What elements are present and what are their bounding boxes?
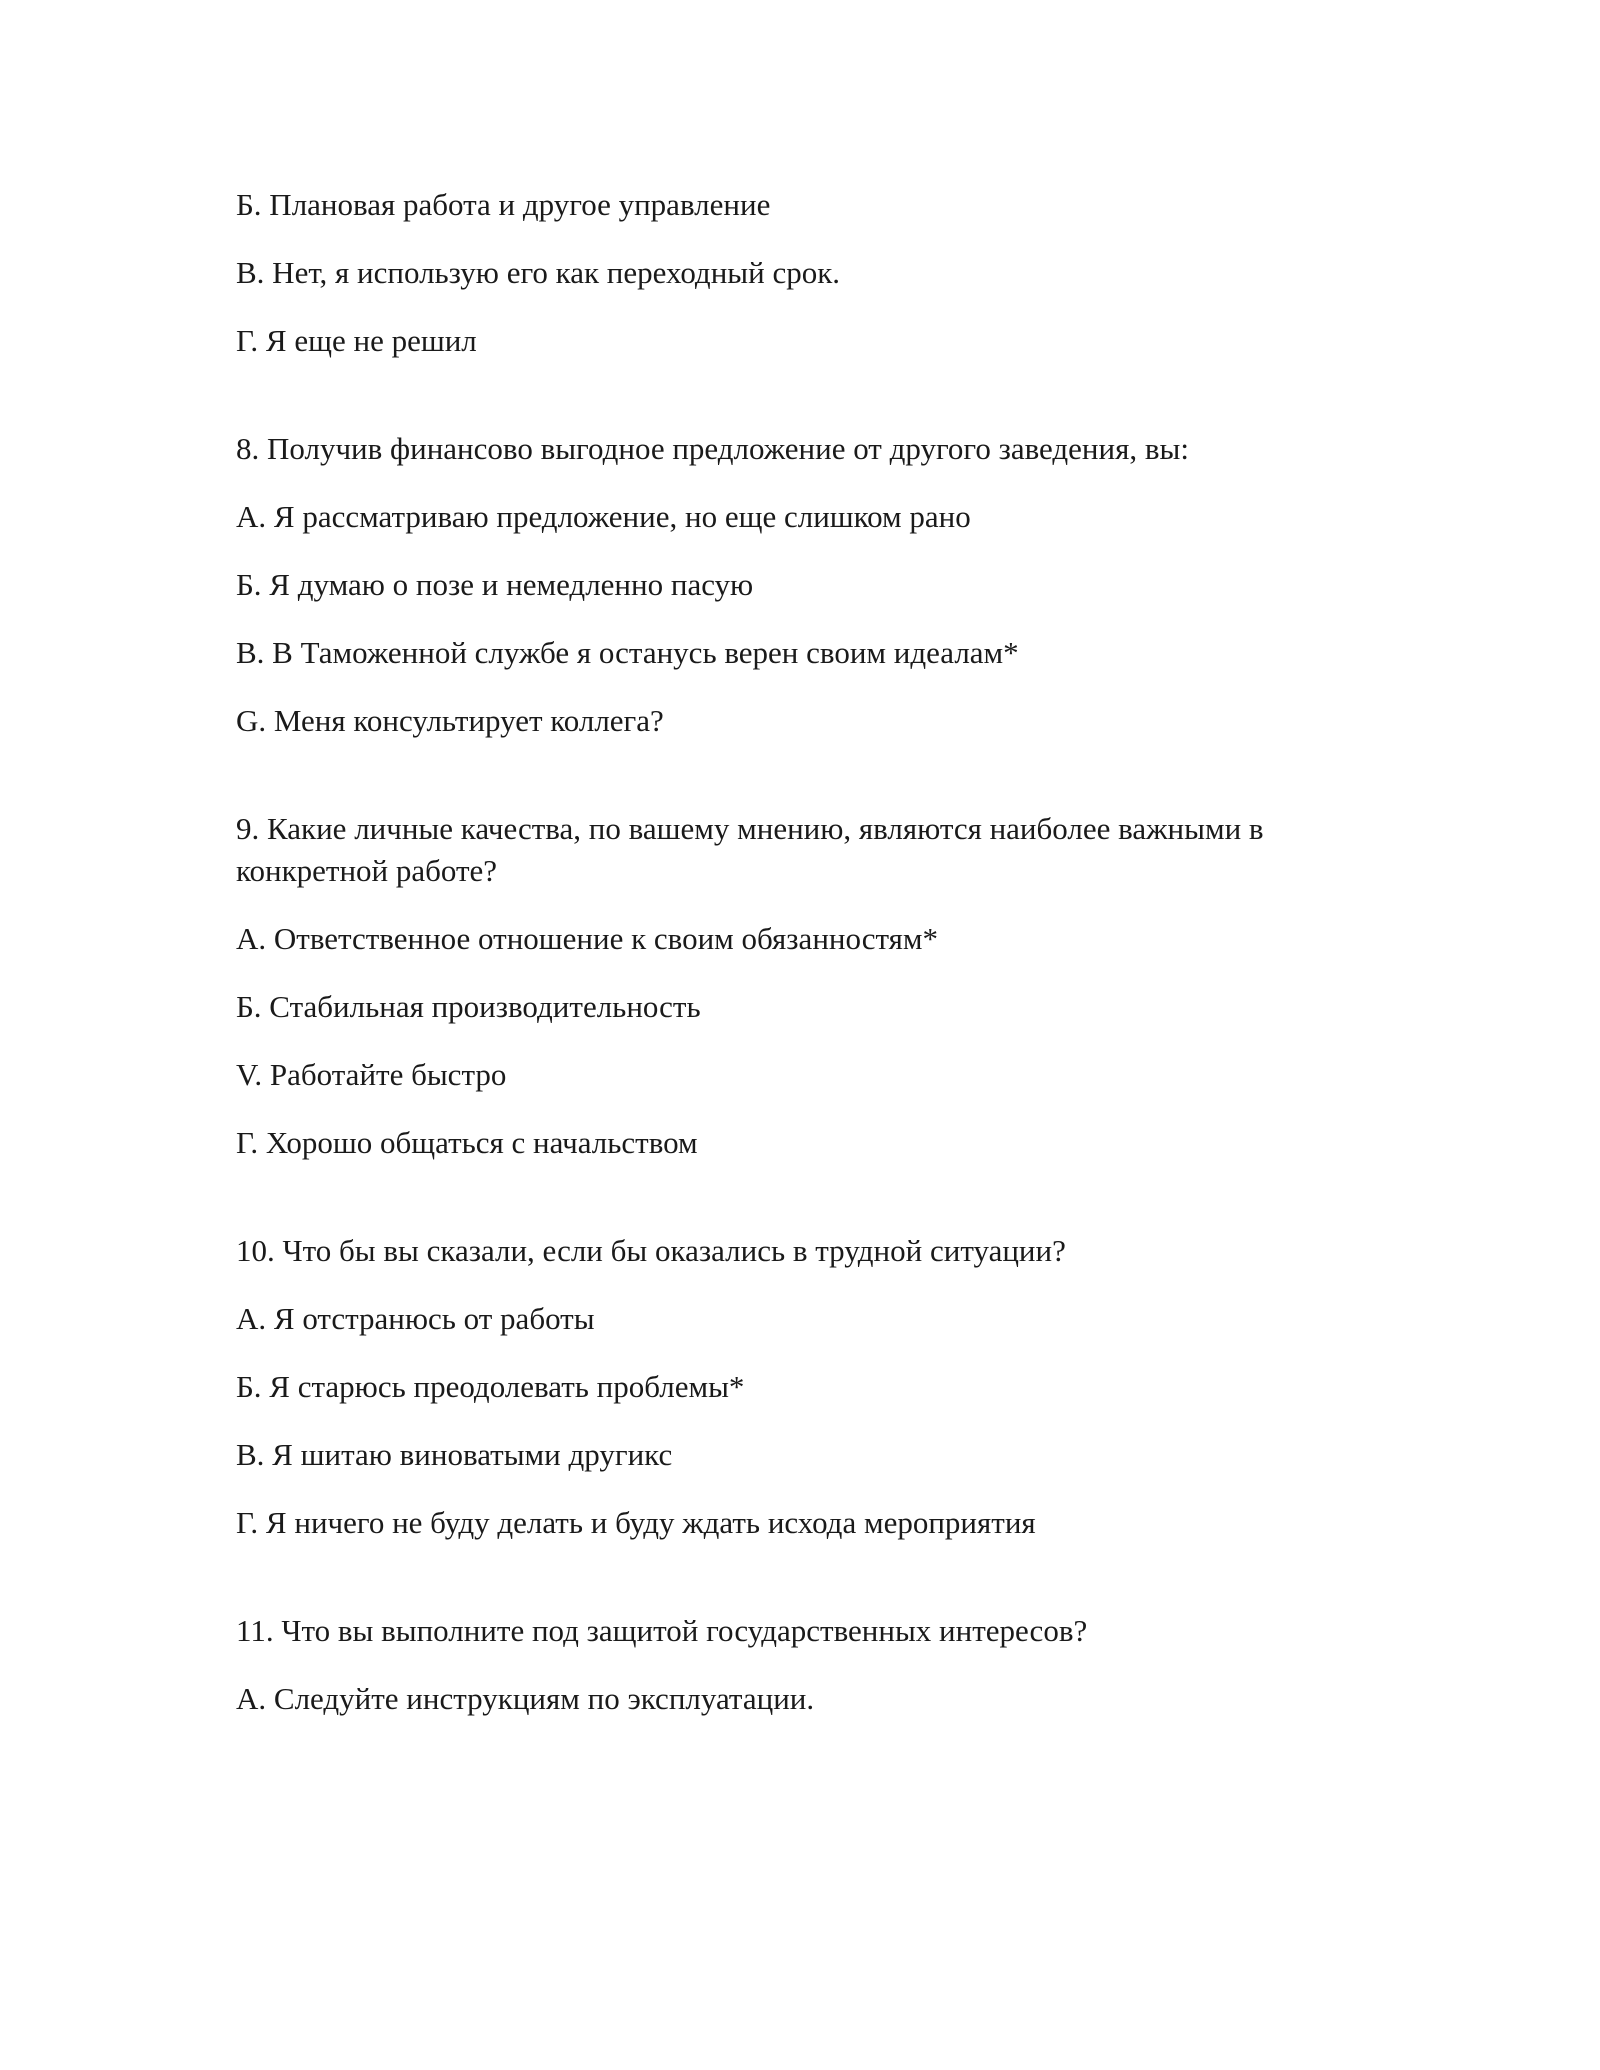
option-8-v: В. В Таможенной службе я останусь верен своим идеалам* xyxy=(236,635,1019,670)
option-7-b: Б. Плановая работа и другое управление xyxy=(236,187,771,222)
question-11 xyxy=(236,1610,1366,1720)
option-9-b: Б. Стабильная производительность xyxy=(236,989,701,1024)
question-11-text: 11. Что вы выполните под защитой государственных интересов? xyxy=(236,1613,1088,1648)
option-7-v: В. Нет, я использую его как переходный срок. xyxy=(236,255,841,290)
option-11-a: А. Следуйте инструкциям по эксплуатации. xyxy=(236,1681,815,1716)
option-9-a: А. Ответственное отношение к своим обязанностям* xyxy=(236,921,939,956)
question-10 xyxy=(236,1230,1366,1544)
option-10-g: Г. Я ничего не буду делать и буду ждать исхода мероприятия xyxy=(236,1505,1036,1540)
question-9-text: 9. Какие личные качества, по вашему мнению, являются наиболее важными в конкретной работе? xyxy=(236,811,1264,888)
question-8 xyxy=(236,428,1366,742)
question-7-continuation xyxy=(236,184,1366,362)
document-body xyxy=(236,184,1366,1786)
option-8-b: Б. Я думаю о позе и немедленно пасую xyxy=(236,567,754,602)
question-10-text: 10. Что бы вы сказали, если бы оказались в трудной ситуации? xyxy=(236,1233,1066,1268)
option-10-b: Б. Я старюсь преодолевать проблемы* xyxy=(236,1369,745,1404)
option-8-g: G. Меня консультирует коллега? xyxy=(236,703,664,738)
option-8-a: А. Я рассматриваю предложение, но еще слишком рано xyxy=(236,499,971,534)
option-10-v: В. Я шитаю виноватыми другикс xyxy=(236,1437,673,1472)
question-8-text: 8. Получив финансово выгодное предложение от другого заведения, вы: xyxy=(236,431,1189,466)
option-9-g: Г. Хорошо общаться с начальством xyxy=(236,1125,698,1160)
option-10-a: А. Я отстранюсь от работы xyxy=(236,1301,595,1336)
question-9 xyxy=(236,808,1366,1164)
option-9-v: V. Работайте быстро xyxy=(236,1057,507,1092)
option-7-g: Г. Я еще не решил xyxy=(236,323,477,358)
